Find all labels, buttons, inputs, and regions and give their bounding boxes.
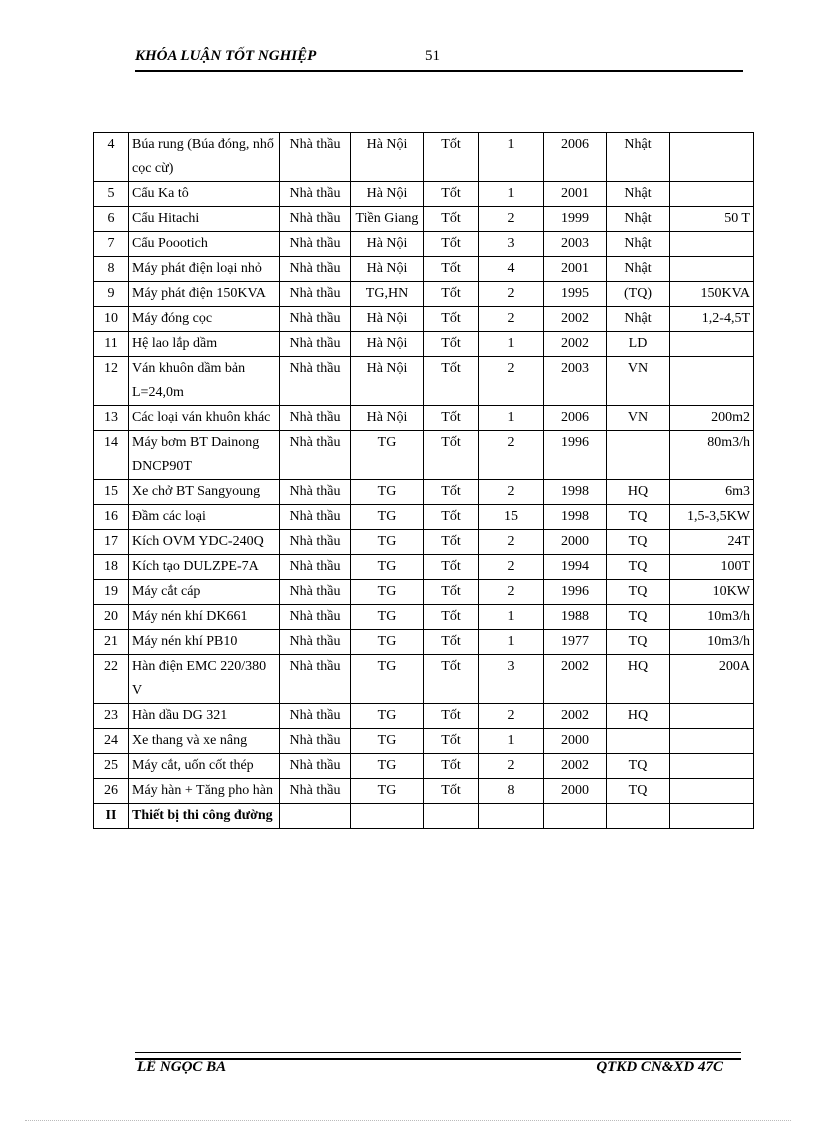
- cell-capacity: 200A: [670, 655, 754, 704]
- cell-capacity: 80m3/h: [670, 431, 754, 480]
- cell-capacity: [670, 257, 754, 282]
- cell-condition: Tốt: [424, 480, 479, 505]
- cell-quantity: 1: [479, 630, 544, 655]
- table-row: [94, 580, 754, 605]
- cell-capacity: 10m3/h: [670, 630, 754, 655]
- cell-equipment-name: Máy đóng cọc: [129, 307, 280, 332]
- cell-capacity: [670, 754, 754, 779]
- cell-year: 2003: [544, 232, 607, 257]
- cell-section-name: Thiết bị thi công đường: [129, 804, 280, 829]
- cell-no: 5: [94, 182, 129, 207]
- cell-origin: VN: [607, 406, 670, 431]
- cell-empty: [544, 804, 607, 829]
- cell-capacity: 50 T: [670, 207, 754, 232]
- cell-no: 17: [94, 530, 129, 555]
- cell-owner: Nhà thầu: [280, 655, 351, 704]
- table-section-row: [94, 804, 754, 829]
- cell-equipment-name: Máy nén khí DK661: [129, 605, 280, 630]
- cell-year: 1995: [544, 282, 607, 307]
- cell-location: TG: [351, 555, 424, 580]
- cell-condition: Tốt: [424, 505, 479, 530]
- cell-location: Hà Nội: [351, 182, 424, 207]
- table-row: [94, 555, 754, 580]
- table-row: [94, 630, 754, 655]
- cell-equipment-name: Hệ lao lắp dầm: [129, 332, 280, 357]
- cell-condition: Tốt: [424, 357, 479, 406]
- table-row: [94, 257, 754, 282]
- cell-origin: TQ: [607, 530, 670, 555]
- cell-location: Hà Nội: [351, 257, 424, 282]
- cell-owner: Nhà thầu: [280, 555, 351, 580]
- cell-quantity: 2: [479, 282, 544, 307]
- cell-origin: Nhật: [607, 182, 670, 207]
- cell-location: TG: [351, 655, 424, 704]
- cell-owner: Nhà thầu: [280, 630, 351, 655]
- cell-condition: Tốt: [424, 754, 479, 779]
- cell-empty: [280, 804, 351, 829]
- cell-quantity: 1: [479, 406, 544, 431]
- cell-year: 2001: [544, 182, 607, 207]
- cell-equipment-name: Hàn điện EMC 220/380 V: [129, 655, 280, 704]
- table-row: [94, 655, 754, 704]
- cell-location: TG: [351, 530, 424, 555]
- cell-empty: [351, 804, 424, 829]
- cell-section-no: II: [94, 804, 129, 829]
- cell-owner: Nhà thầu: [280, 332, 351, 357]
- cell-empty: [479, 804, 544, 829]
- cell-year: 2003: [544, 357, 607, 406]
- table-row: [94, 431, 754, 480]
- cell-owner: Nhà thầu: [280, 431, 351, 480]
- cell-equipment-name: Xe chở BT Sangyoung: [129, 480, 280, 505]
- cell-owner: Nhà thầu: [280, 357, 351, 406]
- cell-quantity: 1: [479, 133, 544, 182]
- cell-year: 1988: [544, 605, 607, 630]
- cell-location: TG: [351, 704, 424, 729]
- cell-no: 23: [94, 704, 129, 729]
- footer-author: LÊ NGỌC BA: [137, 1059, 227, 1075]
- cell-owner: Nhà thầu: [280, 779, 351, 804]
- cell-no: 18: [94, 555, 129, 580]
- cell-owner: Nhà thầu: [280, 257, 351, 282]
- table-row: [94, 605, 754, 630]
- cell-owner: Nhà thầu: [280, 232, 351, 257]
- cell-quantity: 2: [479, 431, 544, 480]
- cell-quantity: 2: [479, 480, 544, 505]
- cell-origin: (TQ): [607, 282, 670, 307]
- cell-equipment-name: Kích tạo DULZPE-7A: [129, 555, 280, 580]
- cell-condition: Tốt: [424, 307, 479, 332]
- table-row: [94, 332, 754, 357]
- cell-equipment-name: Máy bơm BT Dainong DNCP90T: [129, 431, 280, 480]
- cell-origin: [607, 729, 670, 754]
- cell-no: 12: [94, 357, 129, 406]
- cell-condition: Tốt: [424, 133, 479, 182]
- cell-equipment-name: Đầm các loại: [129, 505, 280, 530]
- cell-quantity: 1: [479, 605, 544, 630]
- cell-year: 2002: [544, 704, 607, 729]
- cell-owner: Nhà thầu: [280, 580, 351, 605]
- cell-origin: TQ: [607, 555, 670, 580]
- cell-equipment-name: Cẩu Poootich: [129, 232, 280, 257]
- cell-no: 4: [94, 133, 129, 182]
- cell-equipment-name: Kích OVM YDC-240Q: [129, 530, 280, 555]
- cell-condition: Tốt: [424, 282, 479, 307]
- cell-year: 2000: [544, 530, 607, 555]
- cell-quantity: 1: [479, 332, 544, 357]
- table-row: [94, 232, 754, 257]
- header-title: KHÓA LUẬN TỐT NGHIỆP: [135, 48, 317, 64]
- cell-no: 8: [94, 257, 129, 282]
- cell-no: 25: [94, 754, 129, 779]
- cell-owner: Nhà thầu: [280, 605, 351, 630]
- cell-no: 9: [94, 282, 129, 307]
- cell-condition: Tốt: [424, 580, 479, 605]
- table-row: [94, 530, 754, 555]
- cell-condition: Tốt: [424, 729, 479, 754]
- cell-quantity: 4: [479, 257, 544, 282]
- table-row: [94, 779, 754, 804]
- table-row: [94, 282, 754, 307]
- cell-equipment-name: Máy cắt, uốn cốt thép: [129, 754, 280, 779]
- cell-location: Hà Nội: [351, 307, 424, 332]
- cell-capacity: 200m2: [670, 406, 754, 431]
- cell-location: Hà Nội: [351, 232, 424, 257]
- cell-origin: HQ: [607, 480, 670, 505]
- cell-quantity: 2: [479, 555, 544, 580]
- cell-origin: Nhật: [607, 133, 670, 182]
- cell-origin: TQ: [607, 779, 670, 804]
- cell-condition: Tốt: [424, 630, 479, 655]
- equipment-table: [93, 132, 754, 829]
- cell-year: 2006: [544, 133, 607, 182]
- cell-owner: Nhà thầu: [280, 406, 351, 431]
- cell-location: Hà Nội: [351, 332, 424, 357]
- cell-no: 26: [94, 779, 129, 804]
- cell-owner: Nhà thầu: [280, 480, 351, 505]
- cell-owner: Nhà thầu: [280, 307, 351, 332]
- cell-location: TG: [351, 779, 424, 804]
- cell-year: 2002: [544, 307, 607, 332]
- cell-equipment-name: Các loại ván khuôn khác: [129, 406, 280, 431]
- cell-origin: TQ: [607, 580, 670, 605]
- cell-origin: Nhật: [607, 257, 670, 282]
- cell-no: 10: [94, 307, 129, 332]
- footer-class-code: QTKD CN&XD 47C: [596, 1059, 723, 1075]
- cell-origin: TQ: [607, 605, 670, 630]
- cell-year: 2002: [544, 754, 607, 779]
- cell-capacity: [670, 332, 754, 357]
- cell-location: TG,HN: [351, 282, 424, 307]
- cell-origin: VN: [607, 357, 670, 406]
- cell-no: 21: [94, 630, 129, 655]
- table-row: [94, 505, 754, 530]
- cell-condition: Tốt: [424, 182, 479, 207]
- cell-location: TG: [351, 480, 424, 505]
- cell-quantity: 3: [479, 232, 544, 257]
- cell-condition: Tốt: [424, 655, 479, 704]
- cell-capacity: 1,5-3,5KW: [670, 505, 754, 530]
- cell-capacity: [670, 182, 754, 207]
- cell-origin: TQ: [607, 505, 670, 530]
- cell-location: TG: [351, 580, 424, 605]
- cell-quantity: 3: [479, 655, 544, 704]
- cell-condition: Tốt: [424, 406, 479, 431]
- table-row: [94, 729, 754, 754]
- cell-quantity: 2: [479, 530, 544, 555]
- cell-year: 2000: [544, 779, 607, 804]
- cell-capacity: [670, 357, 754, 406]
- cell-condition: Tốt: [424, 555, 479, 580]
- cell-location: TG: [351, 605, 424, 630]
- cell-no: 15: [94, 480, 129, 505]
- cell-quantity: 8: [479, 779, 544, 804]
- cell-owner: Nhà thầu: [280, 505, 351, 530]
- cell-origin: HQ: [607, 704, 670, 729]
- page-number: 51: [425, 48, 440, 64]
- cell-equipment-name: Hàn dầu DG 321: [129, 704, 280, 729]
- cell-location: TG: [351, 431, 424, 480]
- cell-year: 1998: [544, 480, 607, 505]
- cell-condition: Tốt: [424, 232, 479, 257]
- cell-year: 1999: [544, 207, 607, 232]
- cell-year: 2002: [544, 332, 607, 357]
- cell-capacity: [670, 133, 754, 182]
- cell-year: 2001: [544, 257, 607, 282]
- cell-capacity: [670, 232, 754, 257]
- cell-origin: TQ: [607, 754, 670, 779]
- cell-equipment-name: Ván khuôn dầm bản L=24,0m: [129, 357, 280, 406]
- cell-year: 1994: [544, 555, 607, 580]
- cell-owner: Nhà thầu: [280, 133, 351, 182]
- cell-owner: Nhà thầu: [280, 729, 351, 754]
- cell-quantity: 2: [479, 207, 544, 232]
- cell-quantity: 15: [479, 505, 544, 530]
- cell-owner: Nhà thầu: [280, 207, 351, 232]
- cell-empty: [424, 804, 479, 829]
- cell-no: 22: [94, 655, 129, 704]
- cell-origin: Nhật: [607, 307, 670, 332]
- cell-location: Hà Nội: [351, 406, 424, 431]
- cell-condition: Tốt: [424, 431, 479, 480]
- cell-no: 24: [94, 729, 129, 754]
- cell-equipment-name: Búa rung (Búa đóng, nhổ cọc cừ): [129, 133, 280, 182]
- cell-year: 1996: [544, 431, 607, 480]
- cell-owner: Nhà thầu: [280, 530, 351, 555]
- table-row: [94, 182, 754, 207]
- table-row: [94, 307, 754, 332]
- cell-no: 6: [94, 207, 129, 232]
- cell-capacity: 150KVA: [670, 282, 754, 307]
- cell-location: TG: [351, 630, 424, 655]
- cell-no: 13: [94, 406, 129, 431]
- cell-capacity: 1,2-4,5T: [670, 307, 754, 332]
- cell-no: 14: [94, 431, 129, 480]
- cell-origin: Nhật: [607, 232, 670, 257]
- cell-no: 20: [94, 605, 129, 630]
- table-row: [94, 207, 754, 232]
- cell-quantity: 2: [479, 580, 544, 605]
- page-bottom-dotted-line: [25, 1120, 791, 1121]
- cell-equipment-name: Máy nén khí PB10: [129, 630, 280, 655]
- cell-condition: Tốt: [424, 332, 479, 357]
- cell-owner: Nhà thầu: [280, 282, 351, 307]
- cell-origin: HQ: [607, 655, 670, 704]
- cell-origin: TQ: [607, 630, 670, 655]
- cell-condition: Tốt: [424, 704, 479, 729]
- cell-year: 2006: [544, 406, 607, 431]
- cell-year: 1977: [544, 630, 607, 655]
- cell-capacity: [670, 779, 754, 804]
- cell-empty: [607, 804, 670, 829]
- cell-location: TG: [351, 729, 424, 754]
- cell-no: 16: [94, 505, 129, 530]
- cell-equipment-name: Máy hàn + Tăng pho hàn: [129, 779, 280, 804]
- cell-capacity: 24T: [670, 530, 754, 555]
- cell-equipment-name: Máy phát điện loại nhỏ: [129, 257, 280, 282]
- page-header: [135, 48, 743, 72]
- cell-quantity: 2: [479, 704, 544, 729]
- equipment-table-body: [94, 133, 754, 829]
- cell-owner: Nhà thầu: [280, 182, 351, 207]
- cell-condition: Tốt: [424, 779, 479, 804]
- cell-year: 2002: [544, 655, 607, 704]
- cell-capacity: [670, 729, 754, 754]
- cell-condition: Tốt: [424, 207, 479, 232]
- table-row: [94, 357, 754, 406]
- cell-origin: Nhật: [607, 207, 670, 232]
- cell-equipment-name: Cẩu Hitachi: [129, 207, 280, 232]
- cell-year: 1996: [544, 580, 607, 605]
- cell-owner: Nhà thầu: [280, 704, 351, 729]
- table-row: [94, 480, 754, 505]
- cell-equipment-name: Máy cắt cáp: [129, 580, 280, 605]
- cell-location: TG: [351, 505, 424, 530]
- table-row: [94, 406, 754, 431]
- cell-year: 2000: [544, 729, 607, 754]
- cell-owner: Nhà thầu: [280, 754, 351, 779]
- cell-origin: [607, 431, 670, 480]
- cell-equipment-name: Xe thang và xe nâng: [129, 729, 280, 754]
- cell-capacity: [670, 704, 754, 729]
- table-row: [94, 704, 754, 729]
- cell-location: TG: [351, 754, 424, 779]
- cell-condition: Tốt: [424, 257, 479, 282]
- cell-origin: LD: [607, 332, 670, 357]
- cell-quantity: 1: [479, 729, 544, 754]
- cell-no: 11: [94, 332, 129, 357]
- cell-quantity: 1: [479, 182, 544, 207]
- cell-capacity: 10m3/h: [670, 605, 754, 630]
- cell-location: Hà Nội: [351, 133, 424, 182]
- cell-capacity: 10KW: [670, 580, 754, 605]
- cell-quantity: 2: [479, 307, 544, 332]
- cell-capacity: 100T: [670, 555, 754, 580]
- cell-empty: [670, 804, 754, 829]
- cell-condition: Tốt: [424, 530, 479, 555]
- cell-quantity: 2: [479, 754, 544, 779]
- cell-capacity: 6m3: [670, 480, 754, 505]
- cell-location: Hà Nội: [351, 357, 424, 406]
- cell-equipment-name: Máy phát điện 150KVA: [129, 282, 280, 307]
- cell-year: 1998: [544, 505, 607, 530]
- cell-equipment-name: Cẩu Ka tô: [129, 182, 280, 207]
- cell-quantity: 2: [479, 357, 544, 406]
- cell-condition: Tốt: [424, 605, 479, 630]
- cell-no: 19: [94, 580, 129, 605]
- table-row: [94, 754, 754, 779]
- table-row: [94, 133, 754, 182]
- cell-no: 7: [94, 232, 129, 257]
- cell-location: Tiền Giang: [351, 207, 424, 232]
